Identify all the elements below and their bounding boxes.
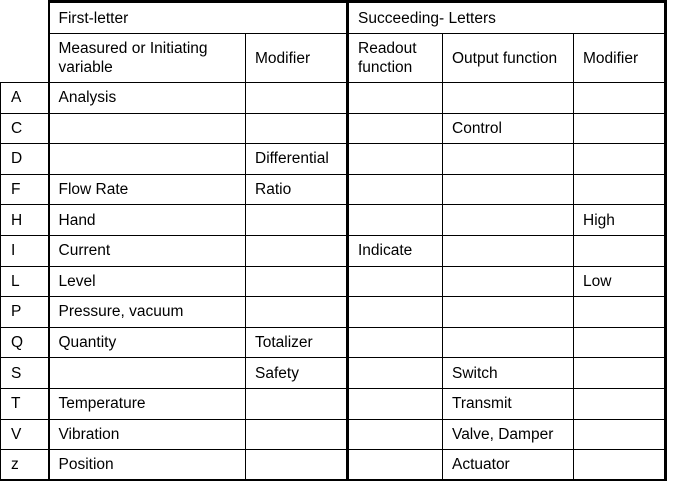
succeeding-modifier-cell [574,297,666,328]
output-function-cell: Control [443,113,574,144]
measured-variable-cell: Flow Rate [49,174,246,205]
succeeding-modifier-cell: Low [574,266,666,297]
first-modifier-header: Modifier [246,34,348,83]
first-modifier-cell [246,205,348,236]
output-function-cell [443,205,574,236]
succeeding-modifier-cell [574,327,666,358]
letter-cell: L [1,266,49,297]
output-function-cell: Switch [443,358,574,389]
succeeding-modifier-header: Modifier [574,34,666,83]
succeeding-modifier-cell: High [574,205,666,236]
letter-cell: Q [1,327,49,358]
first-modifier-cell: Differential [246,144,348,175]
readout-function-cell [348,327,443,358]
output-function-cell: Actuator [443,450,574,481]
table-row [1,266,666,297]
output-function-cell [443,327,574,358]
letter-cell: P [1,297,49,328]
measured-variable-cell: Level [49,266,246,297]
measured-variable-cell: Current [49,235,246,266]
measured-variable-cell [49,358,246,389]
letter-cell: H [1,205,49,236]
measured-variable-cell: Analysis [49,83,246,114]
table-row [1,83,666,114]
readout-function-cell [348,113,443,144]
table-row [1,327,666,358]
measured-variable-cell: Temperature [49,388,246,419]
table-row [1,235,666,266]
readout-function-cell [348,205,443,236]
readout-function-cell [348,266,443,297]
measured-variable-cell: Hand [49,205,246,236]
succeeding-modifier-cell [574,388,666,419]
output-function-cell [443,83,574,114]
readout-function-header: Readout function [348,34,443,83]
letter-cell: F [1,174,49,205]
letter-cell: T [1,388,49,419]
table-row [1,388,666,419]
output-function-cell [443,235,574,266]
readout-function-cell [348,174,443,205]
first-modifier-cell [246,388,348,419]
first-modifier-cell [246,419,348,450]
first-modifier-cell [246,450,348,481]
table-row [1,174,666,205]
succeeding-modifier-cell [574,419,666,450]
readout-function-cell [348,419,443,450]
table-row [1,450,666,481]
first-modifier-cell [246,266,348,297]
measured-variable-cell: Vibration [49,419,246,450]
first-letter-header: First-letter [49,2,348,34]
readout-function-cell [348,450,443,481]
readout-function-cell [348,358,443,389]
first-modifier-cell [246,83,348,114]
letter-cell: V [1,419,49,450]
letter-cell: z [1,450,49,481]
readout-function-cell [348,144,443,175]
table-row [1,205,666,236]
first-modifier-cell: Totalizer [246,327,348,358]
letter-cell: I [1,235,49,266]
output-function-cell [443,174,574,205]
succeeding-modifier-cell [574,83,666,114]
succeeding-modifier-cell [574,174,666,205]
letter-cell: S [1,358,49,389]
output-function-cell [443,144,574,175]
measured-variable-cell [49,113,246,144]
succeeding-modifier-cell [574,235,666,266]
first-modifier-cell [246,297,348,328]
first-modifier-cell: Ratio [246,174,348,205]
readout-function-cell [348,83,443,114]
letter-cell: C [1,113,49,144]
corner-cell [1,2,49,34]
first-modifier-cell [246,113,348,144]
table-row [1,297,666,328]
succeeding-modifier-cell [574,113,666,144]
corner-cell [1,34,49,83]
succeeding-letters-header: Succeeding- Letters [348,2,666,34]
succeeding-modifier-cell [574,144,666,175]
letter-cell: D [1,144,49,175]
measured-variable-cell: Quantity [49,327,246,358]
measured-variable-header: Measured or Initiating variable [49,34,246,83]
readout-function-cell: Indicate [348,235,443,266]
table-row [1,358,666,389]
readout-function-cell [348,388,443,419]
measured-variable-cell: Pressure, vacuum [49,297,246,328]
measured-variable-cell [49,144,246,175]
first-modifier-cell: Safety [246,358,348,389]
output-function-cell: Transmit [443,388,574,419]
table-row [1,419,666,450]
output-function-cell: Valve, Damper [443,419,574,450]
succeeding-modifier-cell [574,358,666,389]
output-function-cell [443,297,574,328]
measured-variable-cell: Position [49,450,246,481]
table-row [1,144,666,175]
succeeding-modifier-cell [574,450,666,481]
letter-cell: A [1,83,49,114]
first-modifier-cell [246,235,348,266]
output-function-header: Output function [443,34,574,83]
table-row [1,113,666,144]
readout-function-cell [348,297,443,328]
output-function-cell [443,266,574,297]
